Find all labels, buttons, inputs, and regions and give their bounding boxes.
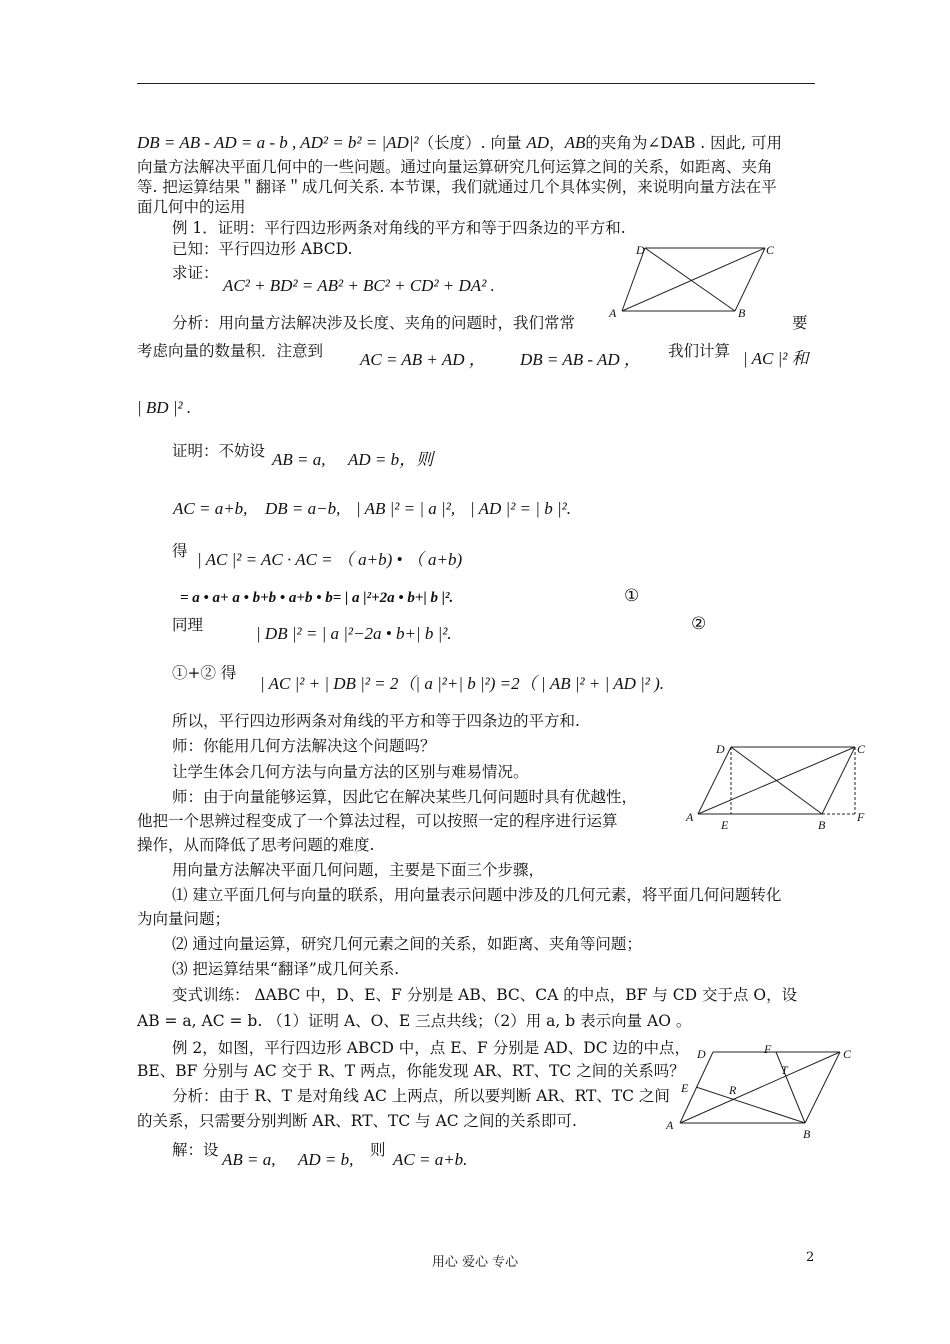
analysis-yao: 要 — [792, 314, 808, 332]
proof-ac: AC = a+b, — [173, 499, 248, 518]
ac-squared: | AC |² = AC · AC = （ a+b) • （ a+b) — [197, 550, 463, 569]
teacher-question: 师：你能用几何方法解决这个问题吗？ — [172, 737, 436, 755]
fig2-label-b: B — [818, 818, 826, 832]
variant-1: 变式训练： ΔABC 中，D、E、F 分别是 AB、BC、CA 的中点，BF 与 CD 交于点 O，设 — [172, 986, 798, 1004]
fig3-label-e: E — [681, 1081, 689, 1095]
proof-ad: AD = b，则 — [348, 450, 434, 469]
fig1-label-a: A — [609, 306, 617, 320]
proof-db: DB = a−b, — [265, 499, 341, 518]
solution-ad: AD = b, — [298, 1150, 354, 1169]
fig2-label-d: D — [716, 742, 725, 756]
solution-ab: AB = a, — [222, 1150, 276, 1169]
figure-parallelogram-2 — [686, 738, 876, 830]
intro-length-note: （长度）. 向量 — [418, 134, 522, 152]
fig1-label-b: B — [738, 306, 746, 320]
variant-2: AB = a, AC = b. （1）证明 A、O、E 三点共线；（2）用 a, b 表示向量 AO 。 — [137, 1012, 692, 1030]
intro-line1: DB = AB - AD = a - b , AD² = b² = |AD|²（长度）. 向量 AD，AB的夹角为∠DAB . 因此, 可用 — [137, 133, 782, 152]
conclusion: 所以，平行四边形两条对角线的平方和等于四条边的平方和. — [172, 712, 580, 730]
fig3-label-a: A — [666, 1118, 674, 1132]
fig3-label-t: T — [781, 1063, 788, 1077]
example1-prove-label: 求证： — [172, 264, 219, 282]
analysis-line2: 考虑向量的数量积．注意到 — [137, 342, 324, 360]
expansion: = a • a+ a • b+b • a+b • b= | a |²+2a • b+| b |². — [180, 590, 454, 606]
teacher-answer-3: 操作，从而降低了思考问题的难度. — [137, 836, 375, 854]
fig1-label-d: D — [636, 243, 645, 257]
step-2: ⑵ 通过向量运算，研究几何元素之间的关系，如距离、夹角等问题； — [172, 935, 642, 953]
proof-ab: AB = a, — [272, 450, 326, 469]
fig2-label-a: A — [686, 810, 694, 824]
proof-intro: 证明：不妨设 — [172, 442, 266, 460]
fig3-label-d: D — [697, 1047, 706, 1061]
teacher-answer-2: 他把一个思辨过程变成了一个算法过程，可以按照一定的程序进行运算 — [137, 812, 618, 830]
proof-abs-ad: | AD |² = | b |². — [470, 499, 571, 518]
eq-ac: AC = AB + AD ， — [360, 350, 486, 369]
we-compute: 我们计算 — [668, 342, 731, 360]
proof-abs-ab: | AB |² = | a |², — [356, 499, 456, 518]
footer-text: 用心 爱心 专心 — [431, 1255, 519, 1270]
example1-given: 已知：平行四边形 ABCD. — [172, 240, 353, 258]
fig3-label-c: C — [843, 1047, 852, 1061]
sum-equation: | AC |² + | DB |² = 2（| a |²+| b |²) =2（ | AB |² + | AD |² ). — [260, 674, 665, 693]
step-3: ⑶ 把运算结果“翻译”成几何关系. — [172, 960, 400, 978]
example2-line2: BE、BF 分别与 AC 交于 R、T 两点，你能发现 AR、RT、TC 之间的关系吗？ — [137, 1062, 685, 1080]
steps-intro: 用向量方法解决平面几何问题，主要是下面三个步骤， — [172, 861, 545, 879]
example2-analysis1: 分析：由于 R、T 是对角线 AC 上两点，所以要判断 AR、RT、TC 之间 — [172, 1087, 670, 1105]
intro-line3: 等. 把运算结果＂翻译＂成几何关系. 本节课，我们就通过几个具体实例，来说明向量方法在平 — [137, 178, 777, 196]
fig1-label-c: C — [766, 243, 775, 257]
fig2-label-c: C — [857, 742, 866, 756]
circle-one: ① — [624, 586, 640, 606]
tongli: 同理 — [172, 616, 204, 634]
example2-line1: 例 2，如图，平行四边形 ABCD 中，点 E、F 分别是 AD、DC 边的中点， — [172, 1039, 690, 1057]
fig3-label-r: R — [729, 1083, 737, 1097]
example2-analysis2: 的关系，只需要分别判断 AR、RT、TC 与 AC 之间的关系即可. — [137, 1112, 577, 1130]
abs-ac: | AC |² 和 — [743, 349, 809, 368]
intro-vec-ab: AB — [564, 133, 586, 152]
intro-angle-text: 的夹角为∠DAB . 因此, 可用 — [585, 134, 782, 152]
intro-formula: DB = AB - AD = a - b , AD² = b² = |AD|² — [137, 133, 419, 152]
step-1b: 为向量问题； — [137, 910, 231, 928]
solution-intro: 解：设 — [172, 1141, 219, 1159]
header-rule — [137, 83, 815, 84]
fig2-label-e: E — [721, 818, 729, 832]
circle-two: ② — [691, 614, 707, 634]
intro-line4: 面几何中的运用 — [137, 198, 246, 216]
fig3-label-b: B — [803, 1127, 811, 1141]
page-number: 2 — [806, 1250, 815, 1265]
intro-vec-ad: AD — [526, 133, 550, 152]
fig3-label-f: F — [764, 1042, 772, 1056]
intro-line2: 向量方法解决平面几何中的一些问题。通过向量运算研究几何运算之间的关系，如距离、夹角 — [137, 158, 773, 176]
students-note: 让学生体会几何方法与向量方法的区别与难易情况。 — [172, 763, 529, 781]
solution-ac: AC = a+b. — [393, 1150, 468, 1169]
teacher-answer-1: 师：由于向量能够运算，因此它在解决某些几何问题时具有优越性， — [172, 788, 638, 806]
sum-label: ①+② 得 — [172, 664, 237, 682]
eq-db: DB = AB - AD ， — [520, 350, 641, 369]
fig2-label-f: F — [857, 810, 865, 824]
example1-prove-formula: AC² + BD² = AB² + BC² + CD² + DA² . — [223, 276, 495, 295]
solution-then: 则 — [370, 1141, 386, 1159]
abs-bd: | BD |² . — [137, 398, 192, 417]
step-1a: ⑴ 建立平面几何与向量的联系，用向量表示问题中涉及的几何元素，将平面几何问题转化 — [172, 886, 782, 904]
db-squared: | DB |² = | a |²−2a • b+| b |². — [256, 624, 452, 643]
de-label: 得 — [172, 542, 188, 560]
analysis-line1: 分析：用向量方法解决涉及长度、夹角的问题时，我们常常 — [172, 314, 576, 332]
example1-title: 例 1．证明：平行四边形两条对角线的平方和等于四条边的平方和. — [172, 219, 626, 237]
